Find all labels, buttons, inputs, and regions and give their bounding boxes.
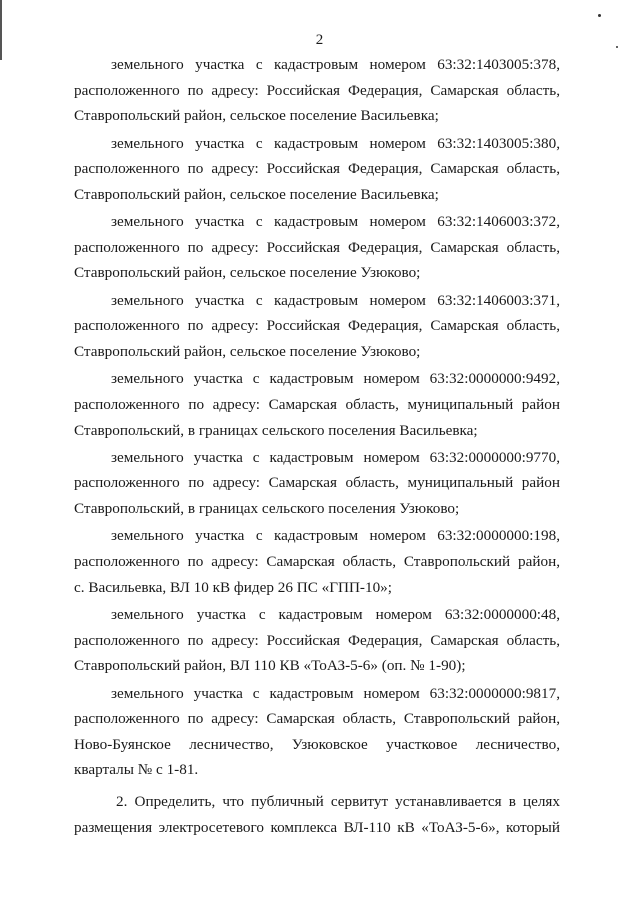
text-line: Ставропольский район, сельское поселение Васильевка; — [74, 185, 439, 203]
text-line: расположенного по адресу: Самарская область, Ставропольский район, — [74, 553, 560, 571]
text-line: Ставропольский район, сельское поселение Васильевка; — [74, 107, 439, 125]
land-plot-paragraph — [74, 366, 560, 443]
land-plot-paragraph — [74, 681, 560, 783]
document-body — [74, 52, 560, 840]
text-line: земельного участка с кадастровым номером 63:32:0000000:9817, — [111, 684, 560, 702]
text-line: земельного участка с кадастровым номером 63:32:0000000:9770, — [111, 448, 560, 466]
land-plot-paragraph — [74, 288, 560, 365]
text-line: земельного участка с кадастровым номером 63:32:1406003:371, — [111, 291, 560, 309]
text-line: Ставропольский, в границах сельского поселения Васильевка; — [74, 421, 478, 439]
text-line: Ставропольский, в границах сельского поселения Узюково; — [74, 500, 460, 518]
land-plot-paragraph — [74, 131, 560, 208]
land-plot-paragraph — [74, 52, 560, 129]
text-line: расположенного по адресу: Самарская область, Ставропольский район, — [74, 710, 560, 728]
text-line: Ставропольский район, сельское поселение Узюково; — [74, 342, 421, 360]
text-line: расположенного по адресу: Российская Федерация, Самарская область, — [74, 631, 560, 649]
land-plot-paragraph — [74, 209, 560, 286]
text-line: земельного участка с кадастровым номером 63:32:1403005:378, — [111, 56, 560, 73]
text-line: земельного участка с кадастровым номером 63:32:0000000:9492, — [111, 370, 560, 388]
land-plot-paragraph — [74, 602, 560, 679]
scan-speck — [598, 14, 601, 17]
text-line: расположенного по адресу: Российская Федерация, Самарская область, — [74, 317, 560, 335]
text-line: расположенного по адресу: Российская Федерация, Самарская область, — [74, 81, 560, 99]
text-line: размещения электросетевого комплекса ВЛ-110 кВ «ТоАЗ-5-6», который — [74, 818, 560, 836]
land-plot-paragraph — [74, 445, 560, 522]
text-line: расположенного по адресу: Российская Федерация, Самарская область, — [74, 238, 560, 256]
text-line: земельного участка с кадастровым номером 63:32:0000000:48, — [111, 606, 560, 624]
text-line: Ново-Буянское лесничество, Узюковское участковое лесничество, — [74, 735, 560, 753]
text-line: земельного участка с кадастровым номером 63:32:1406003:372, — [111, 213, 560, 231]
text-line: Ставропольский район, сельское поселение Узюково; — [74, 264, 421, 282]
text-line: Ставропольский район, ВЛ 110 КВ «ТоАЗ-5-6» (оп. № 1-90); — [74, 657, 466, 675]
text-line: земельного участка с кадастровым номером 63:32:1403005:380, — [111, 134, 560, 152]
text-line: с. Васильевка, ВЛ 10 кВ фидер 26 ПС «ГПП-10»; — [74, 578, 392, 596]
clause-2-paragraph — [74, 789, 560, 840]
page-number: 2 — [315, 32, 324, 48]
text-line: расположенного по адресу: Самарская область, муниципальный район — [74, 474, 560, 492]
text-line: 2. Определить, что публичный сервитут устанавливается в целях — [116, 793, 560, 810]
text-line: кварталы № с 1-81. — [74, 761, 199, 779]
text-line: земельного участка с кадастровым номером 63:32:0000000:198, — [111, 527, 560, 545]
text-line: расположенного по адресу: Самарская область, муниципальный район — [74, 395, 560, 413]
land-plot-paragraph — [74, 523, 560, 600]
text-line: расположенного по адресу: Российская Федерация, Самарская область, — [74, 160, 560, 178]
